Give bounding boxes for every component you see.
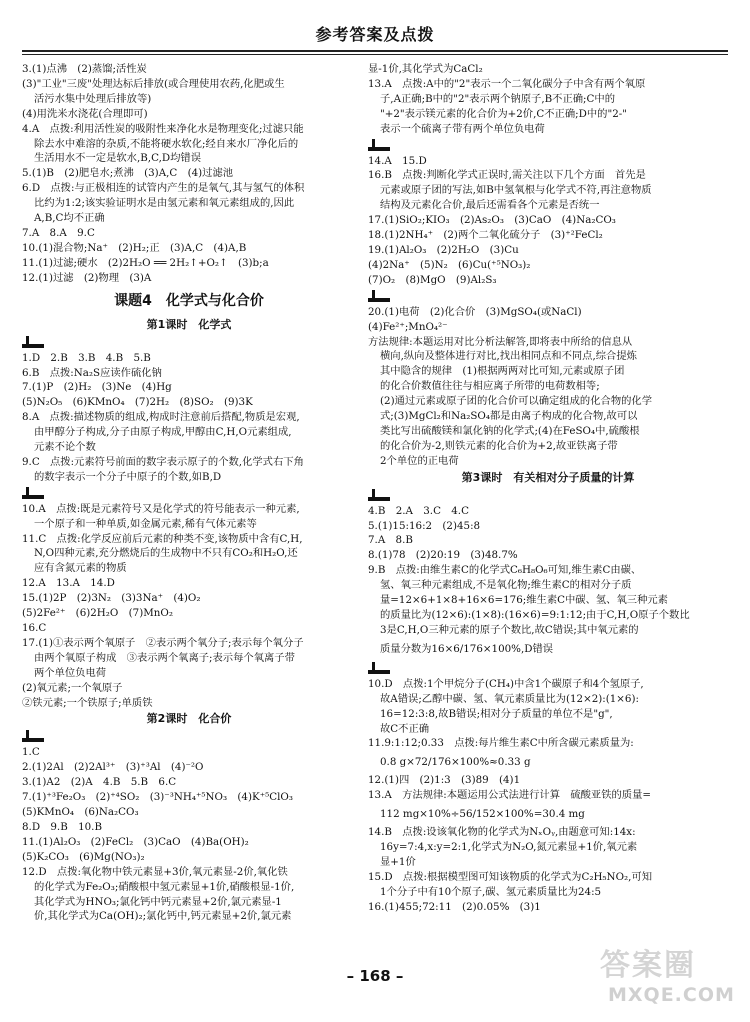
- answer-line: 横向,纵向及整体进行对比,找出相同点和不同点,综合提炼: [380, 350, 637, 363]
- right-column: [368, 62, 728, 915]
- page-number: – 168 –: [346, 967, 404, 985]
- answer-line: 活污水集中处理后排放等): [34, 92, 152, 105]
- answer-line: 13.A 方法规律:本题运用公式法进行计算 硫酸亚铁的质量=: [368, 789, 652, 802]
- answer-line: 的质量比为(12×6):(1×8):(16×6)=9:1:12;由于C,H,O原子个数比: [380, 609, 690, 621]
- answer-line: ②铁元素;一个铁原子;单质铁: [22, 696, 153, 709]
- lesson-title: 第1课时 化学式: [146, 317, 232, 331]
- answer-line: 3是C,H,O三种元素的原子个数比,故C错误;其中氧元素的: [380, 623, 639, 636]
- answer-line: 14.A 15.D: [368, 154, 427, 167]
- answer-line: (5)N₂O₅ (6)KMnO₄ (7)2H₂ (8)SO₂ (9)3K: [22, 396, 253, 409]
- answer-line: 的化学式为Fe₂O₃;硝酸根中氢元素显+1价,硝酸根显-1价,: [34, 880, 295, 893]
- answer-line: 故A错误;乙醇中碳、氢、氧元素质量比为(12×2):(1×6):: [380, 692, 639, 705]
- watermark-line1: 答案圈: [600, 948, 696, 983]
- answer-line: 13.A 点拨:A中的"2"表示一个二氧化碳分子中含有两个氧原: [368, 77, 646, 90]
- answer-line: 5.(1)15:16:2 (2)45:8: [368, 519, 481, 532]
- header-rule-thick: [22, 50, 728, 52]
- lesson-title: 第2课时 化合价: [146, 712, 232, 726]
- answer-line: (7)O₂ (8)MgO (9)Al₂S₃: [368, 273, 497, 286]
- answer-line: 由两个氧原子构成 ③表示两个氧离子;表示每个氧离子带: [34, 651, 295, 664]
- answer-line: 16y=7:4,x:y=2:1,化学式为N₂O,氮元素显+1价,氧元素: [380, 841, 638, 854]
- section-title: 课题4 化学式与化合价: [114, 292, 264, 309]
- answer-line: 6.D 点拨:与正极相连的试管内产生的是氧气,其与氢气的体积: [22, 182, 305, 195]
- answer-line: 量=12×6+1×8+16×6=176;维生素C中碳、氢、氧三种元素: [380, 594, 668, 607]
- answer-line: 元素不论个数: [34, 441, 96, 454]
- answer-line: 4.B 2.A 3.C 4.C: [368, 504, 469, 517]
- answer-line: (5)2Fe²⁺ (6)2H₂O (7)MnO₂: [22, 607, 173, 620]
- answer-line: 1个分子中有10个原子,碳、氢元素质量比为24:5: [380, 885, 602, 898]
- answer-line: 3.(1)A2 (2)A 4.B 5.B 6.C: [22, 776, 177, 789]
- answer-line: 7.A 8.B: [368, 534, 413, 547]
- answer-line: 8.(1)78 (2)20:19 (3)48.7%: [368, 549, 518, 562]
- exercise-level-icon: [368, 662, 728, 675]
- answer-line: 16.C: [22, 622, 47, 634]
- watermark-logo: [600, 940, 740, 1012]
- exercise-level-icon: [22, 730, 356, 743]
- answer-line: (3)"工业"三废"处理达标后排放(或合理使用农药,化肥或生: [22, 77, 285, 90]
- answer-line: 12.A 13.A 14.D: [22, 577, 115, 590]
- answer-line: 7.A 8.A 9.C: [22, 226, 95, 239]
- exercise-level-icon: [368, 489, 728, 502]
- answer-line: N,O四种元素,充分燃烧后的生成物中不只有CO₂和H₂O,还: [34, 547, 298, 560]
- answer-line: 18.(1)2NH₄⁺ (2)两个二氧化硫分子 (3)⁺²FeCl₂: [368, 229, 603, 242]
- exercise-level-icon: [368, 139, 728, 152]
- answer-line: (4)2Na⁺ (5)N₂ (6)Cu(⁺⁵NO₃)₂: [368, 258, 531, 271]
- exercise-level-icon: [22, 487, 356, 500]
- answer-line: 15.(1)2P (2)3N₂ (3)3Na⁺ (4)O₂: [22, 592, 201, 605]
- answer-line: 10.(1)混合物;Na⁺ (2)H₂;正 (3)A,C (4)A,B: [22, 241, 247, 254]
- answer-line: 氢、氧三种元素组成,不是氧化物;维生素C的相对分子质: [380, 579, 632, 592]
- answer-line: 子,A正确;B中的"2"表示两个钠原子,B不正确;C中的: [380, 92, 616, 105]
- answer-line: 10.A 点拨:既是元素符号又是化学式的符号能表示一种元素,: [22, 502, 300, 515]
- answer-line: 14.B 点拨:设该氧化物的化学式为NₓOᵧ,由题意可知:14x:: [368, 826, 636, 839]
- answer-line: 方法规律:本题运用对比分析法解答,即将表中所给的信息从: [368, 335, 633, 348]
- answer-line: 一个原子和一种单质,如金属元素,稀有气体元素等: [34, 517, 257, 530]
- answer-line: 15.D 点拨:根据模型图可知该物质的化学式为C₂H₅NO₂,可知: [368, 870, 653, 883]
- answer-line: 显+1价: [380, 855, 416, 868]
- exercise-level-icon: [22, 336, 356, 349]
- answer-line: 11.9:1:12;0.33 点拨:每片维生素C中所含碳元素质量为:: [368, 737, 634, 750]
- answer-line: "+2"表示镁元素的化合价为+2价,C不正确;D中的"2-": [380, 107, 627, 120]
- answer-line: 11.(1)Al₂O₃ (2)FeCl₂ (3)CaO (4)Ba(OH)₂: [22, 835, 249, 848]
- answer-line: 两个单位负电荷: [34, 666, 107, 679]
- answer-line: 16.B 点拨:判断化学式正误时,需关注以下几个方面 首先是: [368, 169, 646, 182]
- answer-line: 16=12:3:8,故B错误;相对分子质量的单位不是"g",: [380, 707, 613, 720]
- answer-line: (2)通过元素或原子团的化合价可以确定组成的化合物的化学: [380, 395, 653, 408]
- answer-line: 9.B 点拨:由维生素C的化学式C₆H₈O₆可知,维生素C由碳、: [368, 564, 642, 577]
- answer-line: 12.(1)四 (2)1:3 (3)89 (4)1: [368, 774, 521, 787]
- answer-line: 生活用水不一定是软水,B,C,D均错误: [34, 152, 202, 165]
- answer-line: 3.(1)点沸 (2)蒸馏;活性炭: [22, 63, 147, 75]
- answer-line: 12.(1)过滤 (2)物理 (3)A: [22, 271, 152, 284]
- answer-line: 其化学式为HNO₃;氯化钙中钙元素显+2价,氯元素显-1: [34, 895, 282, 908]
- answer-line: (5)K₂CO₃ (6)Mg(NO₃)₂: [22, 850, 145, 863]
- answer-line: 类比写出硫酸镁和氯化钠的化学式;(4)在FeSO₄中,硫酸根: [380, 424, 640, 437]
- answer-line: 10.D 点拨:1个甲烷分子(CH₄)中含1个碳原子和4个氢原子,: [368, 677, 644, 690]
- answer-line: 11.(1)过滤;硬水 (2)2H₂O ══ 2H₂↑+O₂↑ (3)b;a: [22, 256, 269, 269]
- answer-line: 5.(1)B (2)肥皂水;煮沸 (3)A,C (4)过滤池: [22, 167, 234, 180]
- answer-line: 8.A 点拨:描述物质的组成,构成时注意前后搭配,物质是宏观,: [22, 411, 300, 424]
- answer-line: 4.A 点拨:利用活性炭的吸附性来净化水是物理变化;过滤只能: [22, 122, 304, 135]
- answer-line: 0.8 g×72/176×100%≈0.33 g: [380, 756, 531, 769]
- answer-line: 2.(1)2Al (2)2Al³⁺ (3)⁺³Al (4)⁻²O: [22, 761, 204, 774]
- answer-line: 6.B 点拨:Na₂S应读作硫化钠: [22, 366, 162, 379]
- answer-line: 元素或原子团的写法,如B中氢氧根与化学式不符,再注意物质: [380, 184, 652, 197]
- answer-line: 8.D 9.B 10.B: [22, 820, 103, 833]
- answer-line: 除去水中难溶的杂质,不能将硬水软化;经自来水厂净化后的: [34, 137, 299, 150]
- lesson-title: 第3课时 有关相对分子质量的计算: [461, 470, 635, 484]
- answer-line: 1.D 2.B 3.B 4.B 5.B: [22, 351, 151, 364]
- watermark-line2: MXQE.COM: [608, 984, 735, 1006]
- answer-line: 质量分数为16×6/176×100%,D错误: [380, 642, 554, 655]
- answer-line: 表示一个硫离子带有两个单位负电荷: [380, 122, 545, 135]
- answer-line: 应有含氮元素的物质: [34, 562, 127, 575]
- answer-line: 显-1价,其化学式为CaCl₂: [368, 63, 483, 75]
- answer-line: 价,其化学式为Ca(OH)₂;氯化钙中,钙元素显+2价,氯元素: [34, 910, 292, 923]
- answer-line: (2)氧元素;一个氧原子: [22, 681, 123, 694]
- answer-line: 12.D 点拨:氧化物中铁元素显+3价,氧元素显-2价,氧化铁: [22, 865, 288, 878]
- answer-line: 9.C 点拨:元素符号前面的数字表示原子的个数,化学式右下角: [22, 455, 304, 468]
- answer-line: 的化合价数值往往与相应离子所带的电荷数相等;: [380, 380, 600, 393]
- left-column: [22, 62, 356, 924]
- answer-line: 的数字表示一个分子中原子的个数,如B,D: [34, 470, 222, 483]
- answer-line: 7.(1)⁺³Fe₂O₃ (2)⁺⁴SO₂ (3)⁻³NH₄⁺⁵NO₃ (4)K⁺⁵ClO₃: [22, 791, 293, 804]
- answer-line: 16.(1)455;72:11 (2)0.05% (3)1: [368, 900, 541, 913]
- answer-line: 其中隐含的规律 (1)根据两两对比可知,元素或原子团: [380, 365, 625, 378]
- answer-line: 20.(1)电荷 (2)化合价 (3)MgSO₄(或NaCl): [368, 305, 582, 318]
- answer-line: (4)用洗米水浇花(合理即可): [22, 107, 148, 120]
- answer-line: 的化合价为-2,则铁元素的化合价为+2,故亚铁离子带: [380, 439, 618, 452]
- page-header-title: 参考答案及点拨: [315, 25, 435, 44]
- answer-line: 比约为1:2;该实验证明水是由氢元素和氧元素组成的,因此: [34, 197, 295, 210]
- answer-line: (5)KMnO₄ (6)Na₂CO₃: [22, 806, 139, 819]
- answer-line: 11.C 点拨:化学反应前后元素的种类不变,该物质中含有C,H,: [22, 532, 303, 545]
- header-rule-thin: [22, 54, 728, 55]
- answer-line: 故C不正确: [380, 722, 430, 735]
- answer-line: 17.(1)①表示两个氧原子 ②表示两个氧分子;表示每个氧分子: [22, 636, 304, 649]
- answer-line: 1.C: [22, 746, 40, 759]
- answer-line: 由甲醇分子构成,分子由原子构成,甲醇由C,H,O元素组成,: [34, 426, 292, 439]
- answer-line: 112 mg×10%÷56/152×100%=30.4 mg: [380, 808, 585, 821]
- answer-line: 19.(1)Al₂O₃ (2)2H₂O (3)Cu: [368, 243, 519, 256]
- answer-line: 2个单位的正电荷: [380, 454, 459, 467]
- answer-line: A,B,C均不正确: [34, 212, 105, 225]
- answer-line: 17.(1)SiO₂;KIO₃ (2)As₂O₃ (3)CaO (4)Na₂CO₃: [368, 214, 616, 227]
- answer-line: 结构及元素化合价,最后还需看各个元素是否统一: [380, 199, 600, 212]
- answer-line: 式;(3)MgCl₂和Na₂SO₄都是由离子构成的化合物,故可以: [380, 410, 638, 423]
- exercise-level-icon: [368, 290, 728, 303]
- answer-line: 7.(1)P (2)H₂ (3)Ne (4)Hg: [22, 381, 172, 394]
- answer-line: (4)Fe²⁺;MnO₄²⁻: [368, 320, 448, 333]
